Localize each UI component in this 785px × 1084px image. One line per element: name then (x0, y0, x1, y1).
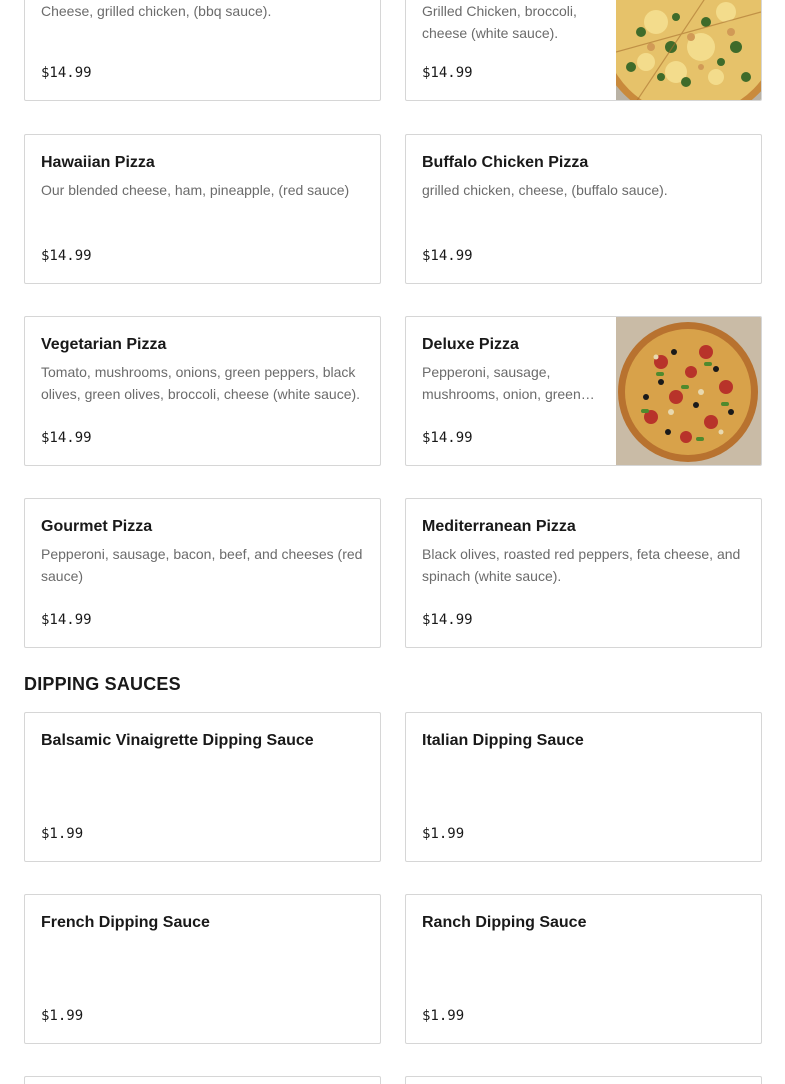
menu-item-italian-sauce[interactable] (405, 712, 762, 862)
item-price: $14.99 (41, 612, 92, 628)
menu-item-mediterranean-pizza[interactable] (405, 498, 762, 648)
item-price: $14.99 (41, 248, 92, 264)
menu-item-vegetarian-pizza[interactable] (24, 316, 381, 466)
item-description: Cheese, grilled chicken, (bbq sauce). (41, 3, 272, 19)
menu-item-buffalo-chicken-pizza[interactable] (405, 134, 762, 284)
item-name: Balsamic Vinaigrette Dipping Sauce (41, 732, 314, 749)
item-price: $14.99 (422, 65, 473, 81)
chicken-broccoli-pizza-image (616, 0, 761, 101)
menu-item-ranch-sauce[interactable] (405, 894, 762, 1044)
item-price: $14.99 (422, 430, 473, 446)
item-price: $14.99 (41, 430, 92, 446)
item-description: grilled chicken, cheese, (buffalo sauce). (422, 182, 668, 198)
item-description: Tomato, mushrooms, onions, green peppers, black olives, green olives, broccoli, cheese (white sauce). (41, 364, 361, 402)
item-name: French Dipping Sauce (41, 914, 210, 931)
menu-item-gourmet-pizza[interactable] (24, 498, 381, 648)
section-title-dipping-sauces: DIPPING SAUCES (24, 674, 181, 694)
item-price: $14.99 (41, 65, 92, 81)
item-description: Pepperoni, sausage, mushrooms, onion, green… (422, 364, 595, 402)
item-name: Italian Dipping Sauce (422, 732, 584, 749)
item-name: Buffalo Chicken Pizza (422, 154, 589, 171)
menu-item-partial[interactable] (405, 1076, 762, 1084)
item-price: $14.99 (422, 612, 473, 628)
item-description: Grilled Chicken, broccoli, cheese (white sauce). (422, 3, 577, 41)
item-name: Vegetarian Pizza (41, 336, 167, 353)
menu-item-hawaiian-pizza[interactable] (24, 134, 381, 284)
item-name: Gourmet Pizza (41, 518, 153, 535)
menu-item-partial[interactable] (24, 1076, 381, 1084)
menu-item-bbq-chicken-pizza[interactable] (24, 0, 381, 101)
item-price: $1.99 (422, 826, 465, 842)
item-price: $14.99 (422, 248, 473, 264)
item-description: Pepperoni, sausage, bacon, beef, and cheeses (red sauce) (41, 546, 363, 584)
menu-item-balsamic-vinaigrette-sauce[interactable] (24, 712, 381, 862)
item-price: $1.99 (422, 1008, 465, 1024)
item-name: Mediterranean Pizza (422, 518, 576, 535)
item-name: Hawaiian Pizza (41, 154, 155, 171)
item-description: Black olives, roasted red peppers, feta cheese, and spinach (white sauce). (422, 546, 741, 584)
menu-item-french-sauce[interactable] (24, 894, 381, 1044)
item-name: Ranch Dipping Sauce (422, 914, 587, 931)
item-price: $1.99 (41, 1008, 84, 1024)
item-name: Deluxe Pizza (422, 336, 519, 353)
menu-item-chicken-broccoli-pizza[interactable] (405, 0, 762, 101)
item-description: Our blended cheese, ham, pineapple, (red sauce) (41, 182, 350, 198)
deluxe-pizza-image (616, 317, 761, 466)
menu-item-deluxe-pizza[interactable] (405, 316, 762, 466)
item-price: $1.99 (41, 826, 84, 842)
